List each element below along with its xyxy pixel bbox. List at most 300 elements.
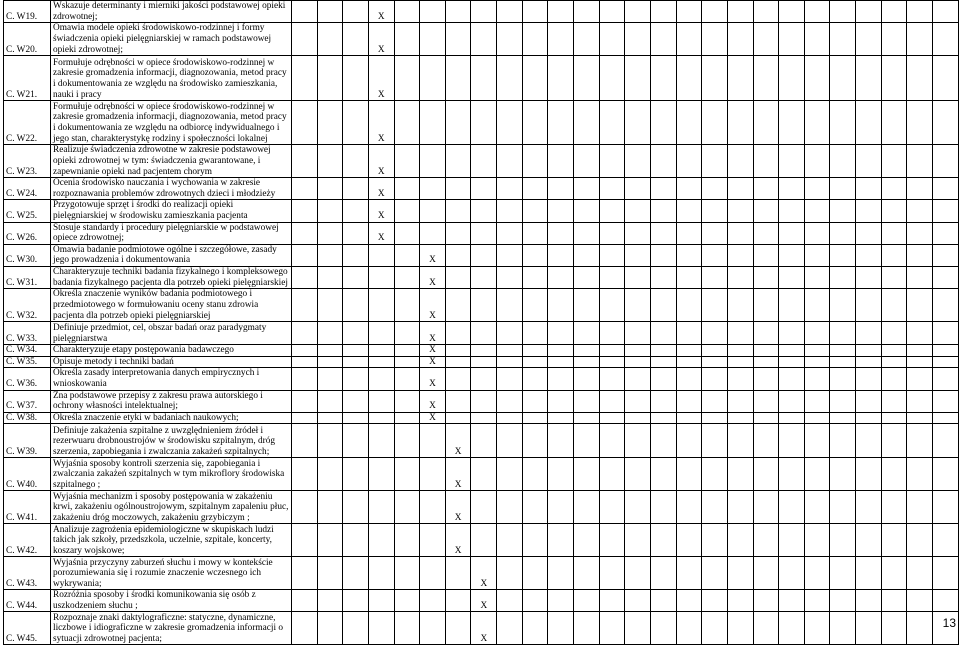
- empty-cell: [368, 524, 394, 557]
- empty-cell: [625, 23, 651, 56]
- empty-cell: [907, 56, 933, 101]
- empty-cell: [471, 356, 497, 368]
- empty-cell: [856, 200, 882, 222]
- empty-cell: [368, 424, 394, 458]
- empty-cell: [343, 222, 369, 244]
- empty-cell: [933, 590, 959, 612]
- empty-cell: [420, 178, 446, 200]
- empty-cell: [420, 590, 446, 612]
- empty-cell: [779, 222, 805, 244]
- empty-cell: [394, 266, 420, 288]
- page-number: 13: [942, 616, 956, 630]
- empty-cell: [522, 222, 548, 244]
- empty-cell: [394, 289, 420, 322]
- empty-cell: [574, 345, 600, 357]
- empty-cell: [727, 356, 753, 368]
- empty-cell: [676, 244, 702, 266]
- empty-cell: [574, 56, 600, 101]
- empty-cell: [522, 56, 548, 101]
- empty-cell: [497, 590, 523, 612]
- empty-cell: [856, 345, 882, 357]
- empty-cell: [702, 557, 728, 590]
- empty-cell: [394, 101, 420, 145]
- empty-cell: [625, 178, 651, 200]
- empty-cell: [804, 222, 830, 244]
- empty-cell: [292, 412, 318, 424]
- empty-cell: [856, 266, 882, 288]
- empty-cell: [292, 23, 318, 56]
- empty-cell: [292, 145, 318, 178]
- empty-cell: [702, 56, 728, 101]
- mark-cell: X: [420, 266, 446, 288]
- empty-cell: [933, 266, 959, 288]
- empty-cell: [804, 23, 830, 56]
- outcome-code: C. W22.: [4, 101, 51, 145]
- empty-cell: [445, 266, 471, 288]
- empty-cell: [368, 345, 394, 357]
- empty-cell: [856, 612, 882, 645]
- empty-cell: [445, 368, 471, 390]
- empty-cell: [753, 23, 779, 56]
- empty-cell: [497, 56, 523, 101]
- empty-cell: [317, 23, 343, 56]
- empty-cell: [394, 590, 420, 612]
- empty-cell: [650, 458, 676, 491]
- empty-cell: [830, 101, 856, 145]
- empty-cell: [548, 1, 574, 23]
- empty-cell: [881, 244, 907, 266]
- empty-cell: [676, 56, 702, 101]
- table-row: [4, 412, 959, 424]
- empty-cell: [548, 322, 574, 345]
- empty-cell: [625, 266, 651, 288]
- empty-cell: [804, 244, 830, 266]
- empty-cell: [856, 23, 882, 56]
- empty-cell: [676, 458, 702, 491]
- empty-cell: [676, 612, 702, 645]
- empty-cell: [650, 557, 676, 590]
- outcome-description: Wyjaśnia przyczyny zaburzeń słuchu i mowy w kontekście porozumiewania się i rozumie znaczenie wczesnego ich wykrywania;: [51, 557, 292, 590]
- empty-cell: [753, 178, 779, 200]
- empty-cell: [625, 356, 651, 368]
- empty-cell: [753, 244, 779, 266]
- empty-cell: [856, 491, 882, 524]
- empty-cell: [856, 590, 882, 612]
- mark-cell: X: [420, 244, 446, 266]
- empty-cell: [420, 557, 446, 590]
- empty-cell: [445, 145, 471, 178]
- empty-cell: [881, 390, 907, 412]
- empty-cell: [727, 524, 753, 557]
- empty-cell: [368, 289, 394, 322]
- empty-cell: [856, 101, 882, 145]
- empty-cell: [779, 56, 805, 101]
- empty-cell: [548, 145, 574, 178]
- empty-cell: [881, 356, 907, 368]
- empty-cell: [856, 222, 882, 244]
- empty-cell: [804, 424, 830, 458]
- table-row: [4, 222, 959, 244]
- empty-cell: [394, 368, 420, 390]
- empty-cell: [471, 491, 497, 524]
- empty-cell: [650, 524, 676, 557]
- empty-cell: [445, 612, 471, 645]
- empty-cell: [625, 612, 651, 645]
- empty-cell: [702, 524, 728, 557]
- empty-cell: [830, 390, 856, 412]
- empty-cell: [471, 458, 497, 491]
- empty-cell: [420, 222, 446, 244]
- mark-cell: X: [368, 1, 394, 23]
- empty-cell: [574, 557, 600, 590]
- outcome-code: C. W36.: [4, 368, 51, 390]
- empty-cell: [727, 458, 753, 491]
- empty-cell: [650, 590, 676, 612]
- empty-cell: [933, 56, 959, 101]
- empty-cell: [548, 101, 574, 145]
- empty-cell: [676, 101, 702, 145]
- empty-cell: [317, 244, 343, 266]
- empty-cell: [702, 178, 728, 200]
- empty-cell: [702, 356, 728, 368]
- empty-cell: [676, 1, 702, 23]
- empty-cell: [779, 345, 805, 357]
- empty-cell: [933, 390, 959, 412]
- empty-cell: [343, 266, 369, 288]
- empty-cell: [650, 289, 676, 322]
- empty-cell: [933, 322, 959, 345]
- empty-cell: [471, 424, 497, 458]
- empty-cell: [420, 145, 446, 178]
- empty-cell: [317, 458, 343, 491]
- empty-cell: [830, 289, 856, 322]
- empty-cell: [676, 368, 702, 390]
- empty-cell: [317, 222, 343, 244]
- empty-cell: [650, 244, 676, 266]
- empty-cell: [368, 491, 394, 524]
- empty-cell: [548, 557, 574, 590]
- empty-cell: [522, 424, 548, 458]
- empty-cell: [625, 1, 651, 23]
- mark-cell: X: [471, 590, 497, 612]
- empty-cell: [907, 178, 933, 200]
- empty-cell: [907, 424, 933, 458]
- empty-cell: [676, 491, 702, 524]
- mark-cell: X: [445, 458, 471, 491]
- empty-cell: [856, 178, 882, 200]
- outcome-description: Definiuje przedmiot, cel, obszar badań oraz paradygmaty pielęgniarstwa: [51, 322, 292, 345]
- table-row: [4, 266, 959, 288]
- empty-cell: [599, 266, 625, 288]
- empty-cell: [804, 56, 830, 101]
- mark-cell: X: [368, 178, 394, 200]
- empty-cell: [933, 101, 959, 145]
- empty-cell: [907, 368, 933, 390]
- empty-cell: [779, 424, 805, 458]
- empty-cell: [497, 424, 523, 458]
- table-row: [4, 345, 959, 357]
- table-row: [4, 145, 959, 178]
- empty-cell: [779, 23, 805, 56]
- empty-cell: [727, 289, 753, 322]
- empty-cell: [727, 145, 753, 178]
- empty-cell: [522, 612, 548, 645]
- empty-cell: [804, 491, 830, 524]
- empty-cell: [804, 266, 830, 288]
- empty-cell: [317, 178, 343, 200]
- empty-cell: [881, 322, 907, 345]
- empty-cell: [368, 390, 394, 412]
- empty-cell: [779, 590, 805, 612]
- empty-cell: [779, 1, 805, 23]
- empty-cell: [830, 524, 856, 557]
- empty-cell: [881, 145, 907, 178]
- empty-cell: [497, 491, 523, 524]
- empty-cell: [522, 590, 548, 612]
- empty-cell: [907, 390, 933, 412]
- empty-cell: [625, 200, 651, 222]
- empty-cell: [394, 222, 420, 244]
- empty-cell: [933, 524, 959, 557]
- empty-cell: [727, 590, 753, 612]
- empty-cell: [727, 345, 753, 357]
- empty-cell: [420, 612, 446, 645]
- empty-cell: [779, 368, 805, 390]
- outcome-code: C. W23.: [4, 145, 51, 178]
- empty-cell: [804, 322, 830, 345]
- empty-cell: [727, 56, 753, 101]
- outcome-description: Omawia badanie podmiotowe ogólne i szczegółowe, zasady jego prowadzenia i dokumentowania: [51, 244, 292, 266]
- empty-cell: [574, 1, 600, 23]
- empty-cell: [625, 424, 651, 458]
- empty-cell: [753, 322, 779, 345]
- empty-cell: [317, 390, 343, 412]
- empty-cell: [574, 356, 600, 368]
- empty-cell: [548, 345, 574, 357]
- empty-cell: [420, 1, 446, 23]
- empty-cell: [650, 345, 676, 357]
- empty-cell: [317, 524, 343, 557]
- empty-cell: [497, 345, 523, 357]
- empty-cell: [497, 390, 523, 412]
- outcome-code: C. W19.: [4, 1, 51, 23]
- empty-cell: [394, 244, 420, 266]
- table-row: [4, 23, 959, 56]
- empty-cell: [471, 368, 497, 390]
- empty-cell: [368, 557, 394, 590]
- empty-cell: [856, 458, 882, 491]
- empty-cell: [343, 458, 369, 491]
- empty-cell: [445, 322, 471, 345]
- empty-cell: [753, 368, 779, 390]
- outcome-code: C. W31.: [4, 266, 51, 288]
- empty-cell: [779, 322, 805, 345]
- empty-cell: [830, 458, 856, 491]
- mark-cell: X: [445, 424, 471, 458]
- empty-cell: [471, 244, 497, 266]
- table-row: [4, 390, 959, 412]
- empty-cell: [625, 368, 651, 390]
- empty-cell: [574, 390, 600, 412]
- empty-cell: [881, 458, 907, 491]
- empty-cell: [420, 56, 446, 101]
- empty-cell: [856, 424, 882, 458]
- empty-cell: [548, 356, 574, 368]
- empty-cell: [907, 244, 933, 266]
- empty-cell: [548, 590, 574, 612]
- empty-cell: [907, 200, 933, 222]
- empty-cell: [599, 345, 625, 357]
- empty-cell: [650, 101, 676, 145]
- empty-cell: [343, 56, 369, 101]
- outcome-code: C. W33.: [4, 322, 51, 345]
- empty-cell: [368, 266, 394, 288]
- empty-cell: [753, 612, 779, 645]
- empty-cell: [830, 222, 856, 244]
- empty-cell: [804, 390, 830, 412]
- empty-cell: [368, 590, 394, 612]
- empty-cell: [650, 390, 676, 412]
- empty-cell: [702, 424, 728, 458]
- empty-cell: [574, 23, 600, 56]
- empty-cell: [779, 101, 805, 145]
- mark-cell: X: [420, 368, 446, 390]
- empty-cell: [753, 491, 779, 524]
- empty-cell: [625, 557, 651, 590]
- empty-cell: [343, 345, 369, 357]
- empty-cell: [420, 458, 446, 491]
- empty-cell: [317, 368, 343, 390]
- empty-cell: [317, 557, 343, 590]
- empty-cell: [933, 1, 959, 23]
- table-row: [4, 178, 959, 200]
- empty-cell: [650, 56, 676, 101]
- empty-cell: [471, 322, 497, 345]
- empty-cell: [394, 424, 420, 458]
- empty-cell: [522, 368, 548, 390]
- empty-cell: [292, 458, 318, 491]
- mark-cell: X: [420, 390, 446, 412]
- empty-cell: [599, 557, 625, 590]
- empty-cell: [292, 557, 318, 590]
- mark-cell: X: [420, 412, 446, 424]
- empty-cell: [317, 1, 343, 23]
- empty-cell: [804, 1, 830, 23]
- empty-cell: [420, 491, 446, 524]
- outcome-code: C. W35.: [4, 356, 51, 368]
- empty-cell: [343, 368, 369, 390]
- outcome-description: Formułuje odrębności w opiece środowiskowo-rodzinnej w zakresie gromadzenia informacji, diagnozowania, metod pracy i dokumentowania ze względu na odbiorcę indywidualnego i jego stan, charakterystykę rodziny i społeczności lokalnej: [51, 101, 292, 145]
- empty-cell: [317, 412, 343, 424]
- empty-cell: [471, 412, 497, 424]
- empty-cell: [727, 222, 753, 244]
- empty-cell: [599, 145, 625, 178]
- empty-cell: [574, 412, 600, 424]
- empty-cell: [343, 23, 369, 56]
- empty-cell: [676, 590, 702, 612]
- empty-cell: [650, 23, 676, 56]
- empty-cell: [830, 368, 856, 390]
- table-row: [4, 200, 959, 222]
- empty-cell: [394, 390, 420, 412]
- outcome-code: C. W34.: [4, 345, 51, 357]
- empty-cell: [933, 23, 959, 56]
- mark-cell: X: [471, 557, 497, 590]
- empty-cell: [727, 368, 753, 390]
- empty-cell: [753, 412, 779, 424]
- outcome-description: Wyjaśnia mechanizm i sposoby postępowania w zakażeniu krwi, zakażeniu ogólnoustrojowym, szpitalnym zapaleniu płuc, zakażeniu dróg moczowych, zakażeniu grzybiczym ;: [51, 491, 292, 524]
- empty-cell: [779, 289, 805, 322]
- empty-cell: [779, 557, 805, 590]
- empty-cell: [933, 368, 959, 390]
- empty-cell: [804, 289, 830, 322]
- empty-cell: [727, 491, 753, 524]
- outcome-description: Formułuje odrębności w opiece środowiskowo-rodzinnej w zakresie gromadzenia informacji, diagnozowania, metod pracy i dokumentowania ze względu na środowisko zamieszkania, nauki i pracy: [51, 56, 292, 101]
- empty-cell: [625, 289, 651, 322]
- outcome-description: Ocenia środowisko nauczania i wychowania w zakresie rozpoznawania problemów zdrowotnych dzieci i młodzieży: [51, 178, 292, 200]
- empty-cell: [804, 368, 830, 390]
- empty-cell: [702, 222, 728, 244]
- empty-cell: [933, 145, 959, 178]
- empty-cell: [343, 244, 369, 266]
- empty-cell: [727, 322, 753, 345]
- empty-cell: [343, 524, 369, 557]
- empty-cell: [368, 612, 394, 645]
- empty-cell: [497, 412, 523, 424]
- empty-cell: [650, 178, 676, 200]
- empty-cell: [779, 612, 805, 645]
- empty-cell: [497, 289, 523, 322]
- empty-cell: [317, 289, 343, 322]
- empty-cell: [343, 612, 369, 645]
- empty-cell: [727, 424, 753, 458]
- empty-cell: [599, 222, 625, 244]
- empty-cell: [548, 23, 574, 56]
- empty-cell: [907, 590, 933, 612]
- empty-cell: [907, 266, 933, 288]
- empty-cell: [650, 1, 676, 23]
- empty-cell: [394, 145, 420, 178]
- empty-cell: [522, 356, 548, 368]
- empty-cell: [702, 612, 728, 645]
- empty-cell: [702, 23, 728, 56]
- outcome-code: C. W24.: [4, 178, 51, 200]
- empty-cell: [856, 412, 882, 424]
- table-row: [4, 557, 959, 590]
- empty-cell: [933, 424, 959, 458]
- empty-cell: [548, 244, 574, 266]
- outcome-code: C. W26.: [4, 222, 51, 244]
- empty-cell: [548, 178, 574, 200]
- empty-cell: [856, 289, 882, 322]
- empty-cell: [420, 524, 446, 557]
- empty-cell: [702, 345, 728, 357]
- empty-cell: [676, 356, 702, 368]
- empty-cell: [343, 424, 369, 458]
- empty-cell: [497, 368, 523, 390]
- empty-cell: [548, 390, 574, 412]
- table-body: [4, 1, 959, 645]
- empty-cell: [881, 345, 907, 357]
- empty-cell: [599, 368, 625, 390]
- empty-cell: [881, 491, 907, 524]
- empty-cell: [702, 289, 728, 322]
- empty-cell: [445, 101, 471, 145]
- empty-cell: [881, 557, 907, 590]
- empty-cell: [368, 368, 394, 390]
- empty-cell: [907, 612, 933, 645]
- table-row: [4, 424, 959, 458]
